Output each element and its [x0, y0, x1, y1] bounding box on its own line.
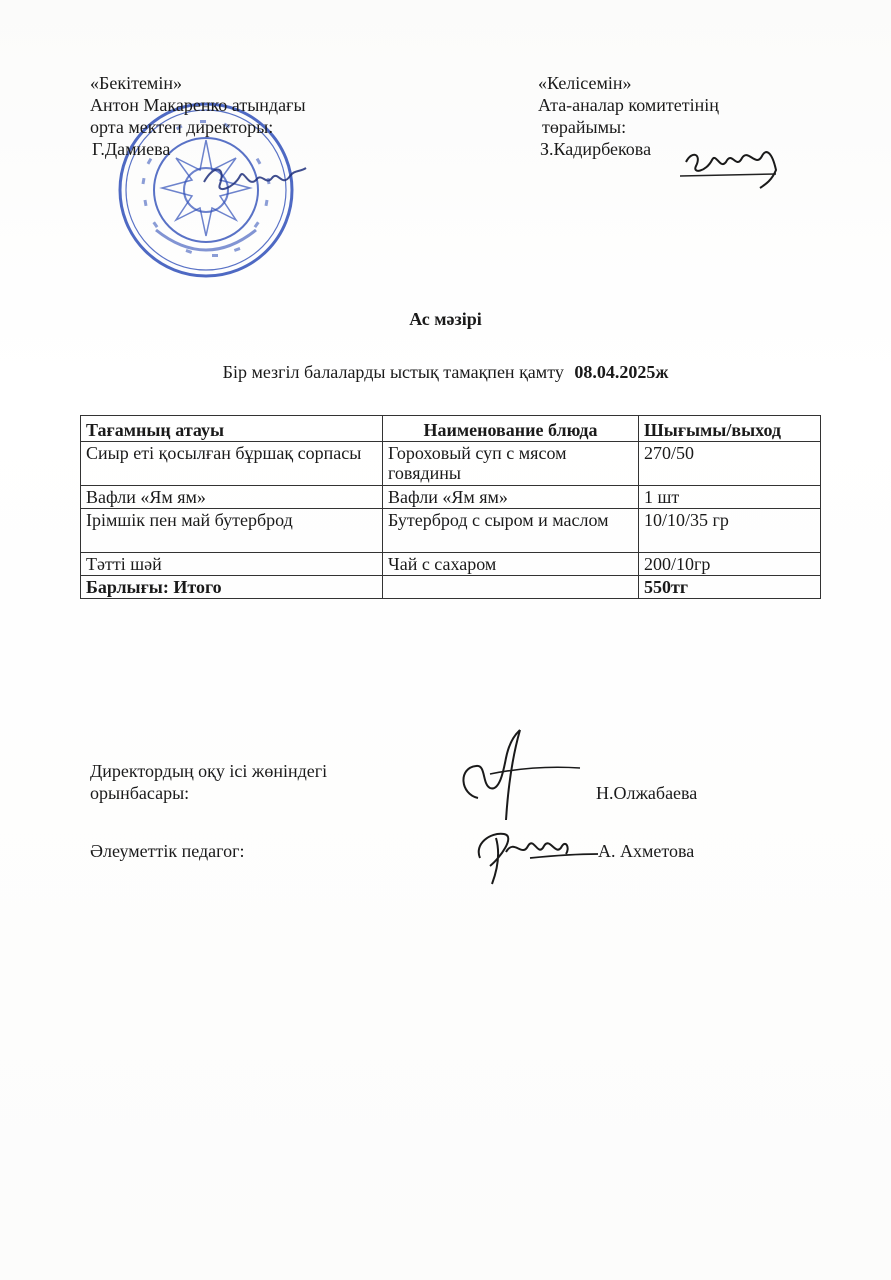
pedagogue-signature-icon	[470, 818, 600, 888]
deputy-name: Н.Олжабаева	[596, 783, 698, 803]
committee-signature-icon	[676, 140, 786, 190]
agree-line2: төрайымы:	[542, 117, 627, 137]
table-row	[81, 442, 821, 486]
page-subtitle	[0, 362, 891, 383]
agree-name: З.Кадирбекова	[540, 139, 652, 159]
agree-heading: «Келісемін»	[538, 73, 632, 93]
agree-line1: Ата-аналар комитетінің	[538, 95, 719, 115]
table-cell: Гороховый суп с мясом говядины	[383, 442, 639, 486]
table-cell: Бутерброд с сыром и маслом	[383, 509, 639, 553]
table-cell: Вафли «Ям ям»	[81, 486, 383, 509]
table-total-row	[81, 576, 821, 599]
subtitle-text: Бір мезгіл балаларды ыстық тамақпен қамту	[222, 362, 564, 382]
page-title: Ас мәзірі	[409, 309, 482, 329]
table-cell: 270/50	[639, 442, 821, 486]
total-empty	[383, 576, 639, 599]
table-cell: Ірімшік пен май бутерброд	[81, 509, 383, 553]
approve-name: Г.Дамиева	[92, 139, 171, 159]
pedagogue-label: Әлеуметтік педагог:	[90, 841, 245, 861]
total-value: 550тг	[639, 576, 821, 599]
deputy-line1: Директордың оқу ісі жөніндегі	[90, 761, 328, 781]
table-header-row	[81, 416, 821, 442]
menu-table	[80, 415, 821, 599]
subtitle-date: 08.04.2025ж	[574, 362, 669, 382]
header-russian-name: Наименование блюда	[383, 416, 639, 442]
header-kazakh-name: Тағамның атауы	[81, 416, 383, 442]
deputy-line2: орынбасары:	[90, 783, 190, 803]
table-row	[81, 486, 821, 509]
table-row	[81, 509, 821, 553]
approve-block	[90, 72, 306, 160]
approve-line1: Антон Макаренко атындағы	[90, 95, 306, 115]
deputy-label	[90, 760, 327, 804]
header-yield: Шығымы/выход	[639, 416, 821, 442]
table-cell: 10/10/35 гр	[639, 509, 821, 553]
table-row	[81, 553, 821, 576]
table-cell: Тәтті шәй	[81, 553, 383, 576]
table-cell: Вафли «Ям ям»	[383, 486, 639, 509]
table-cell: 1 шт	[639, 486, 821, 509]
total-label: Барлығы: Итого	[81, 576, 383, 599]
table-cell: Чай с сахаром	[383, 553, 639, 576]
pedagogue-name: А. Ахметова	[598, 841, 695, 861]
table-cell: Сиыр еті қосылған бұршақ сорпасы	[81, 442, 383, 486]
director-signature-icon	[200, 158, 310, 198]
deputy-signature-icon	[450, 728, 590, 824]
table-cell: 200/10гр	[639, 553, 821, 576]
approve-line2: орта мектеп директоры:	[90, 117, 274, 137]
approve-heading: «Бекітемін»	[90, 73, 182, 93]
